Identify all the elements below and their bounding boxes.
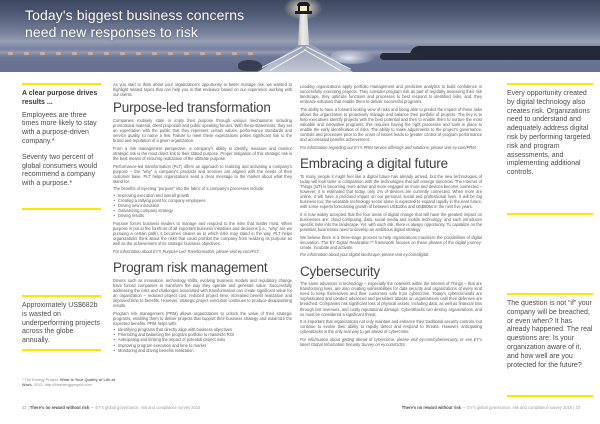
- report-subtitle: — EY's global governance, risk and compliance survey 2015 | 23: [460, 405, 580, 410]
- bullet-item: • Creating a rallying point for company employees: [113, 198, 292, 203]
- more-info-note: For information about EY's Purpose Led Transformation, please visit ey.com/PLT.: [113, 248, 260, 254]
- page-number: 22 |: [22, 405, 30, 410]
- callout-heading: A clear purpose drives results ...: [22, 90, 98, 106]
- body-paragraph: We believe there is a three-stage process to help organizations maximize the possibilities of digital innovation. The EY Digital Realization™ framework focuses on these phases of the digital journey: create, incubate and activate.: [300, 234, 482, 250]
- body-paragraph: It is now widely accepted that the four areas of digital change that will have the greatest impact on businesses are: cloud computing, data, social media and mobile technology, and each introduces specific risks into the landscape. Yet, with each risk, there is always opportunity. To capitalize on the potential, businesses need to develop an ambitious digital strategy.: [300, 211, 482, 233]
- bullet-item: • Galvanizing company strategy: [113, 208, 292, 213]
- text-column-left: [113, 82, 292, 355]
- lighthouse-cap: [297, 2, 310, 6]
- footnote: [22, 377, 120, 387]
- text-column-right: [300, 84, 482, 350]
- footer-right: [402, 405, 580, 410]
- body-paragraph: Drivers such as innovation, technology shifts, evolving business models and regulatory change have forced companies to transform the way they operate and generate value. Successfully addressing the risks and challenges associated with transformation can create significant value for an organization – reduced project cost, reduced project time, increased benefit realization and improved time to benefits. However, strategic project execution continues to produce disappointing results.: [113, 277, 292, 309]
- section-heading-program-risk-management: Program risk management: [113, 260, 268, 276]
- callout-paragraph: Every opportunity created by digital technology also creates risk. Organizations need to understand and adequately address digital risk by performing targeted risk and program assessments, and implementing additional controls.: [507, 90, 591, 177]
- report-title: There's no reward without risk: [401, 405, 461, 410]
- more-info-note: For information regarding our EY's PRM service offerings and solutions, please visit ey.com/PRM.: [300, 145, 477, 151]
- footnote-source-title: What Is Your Quality of Life at Work: [22, 377, 115, 387]
- page-title-line1: Today's biggest business concerns: [25, 7, 245, 23]
- header-photo: [0, 0, 600, 72]
- lighthouse-gallery: [295, 11, 312, 14]
- treeline-silhouette: [410, 46, 600, 60]
- bullet-item: • Anticipating and limiting the impact of potential project risks: [113, 337, 292, 342]
- report-subtitle: — EY's global governance, risk and compliance survey 2015: [89, 405, 201, 410]
- bullet-item: • Monitoring and driving benefits realization: [113, 348, 292, 353]
- body-paragraph: The benefits of injecting “purpose” into the fabric of a company's processes include:: [113, 186, 265, 192]
- body-paragraph: The ability to have a forward looking view of risks and being able to predict the impact of those risks allows the organization to proactively manage and balance their portfolio of projects. The key is to help executives identify projects with the best potential and then to enable them to nurture the most valuable and innovative programs; this requires having the right processes and tools in place to enable the early identification of risks. The ability to make adjustments to the project's governance, controls and processes prior to the onset of issues leads to greater control of program performance and accelerated benefits achievement.: [300, 106, 482, 143]
- body-paragraph: To many people it might feel like a digital future has already arrived, but the new technologies of today will look tame in comparison with the technologies that will emerge tomorrow. The Internet of Things (IoT) is becoming more active and more engaged as more and devices become connected – however, it is estimated that today, only 1% of devices are currently connected. When more are online, it will have a profound impact on our personal, social and professional lives. It will be big business too; the wearable technology sector alone is expected to expand rapidly in the near future, with some experts forecasting growth of between US$10bn and US$50bn in the next five years.: [300, 173, 482, 210]
- callout-breach-question: [507, 293, 593, 397]
- body-paragraph: Leading organizations apply portfolio management and predictive analytics to build confidence in successfully executing projects. They consider program risk as part of regularly assessing their risk landscape, they optimize functions and processes to best respond to identified risks, and, they embrace solutions that enable them to deliver successful programs.: [300, 84, 482, 105]
- intro-paragraph: As you start to think about your organization's opportunity to better manage risk, we wanted to highlight related topics that can help you in that endeavor based on our experience working with our clients.: [113, 82, 292, 98]
- bullet-item: • Improving program execution and time to market: [113, 343, 292, 348]
- callout-paragraph: Approximately US$682b is wasted on underperforming projects across the globe annually.: [22, 302, 100, 345]
- body-paragraph: From a risk management perspective, a company's ability to identify, measure and monitor strategic risk is the most direct link to their stated purpose. Proper mitigation of this strategic risk is the best means of ensuring realization of the ultimate purpose.: [113, 145, 292, 161]
- body-paragraph: The same advances in technology – especially the networks within the Internet of Things – that are transforming lives, are also creating vulnerabilities for data security and organizations of every kind need to keep themselves and their customers safe from cybercrime. Today's cybercriminals are sophisticated and conduct advanced and persistent attacks on organizations until their defenses are breached. Companies risk significant loss of physical assets, including data, as well as financial loss through lost revenues, and costly reputational damage. Cyberattacks can destroy organizations, and so must be considered a significant threat.: [300, 281, 482, 317]
- lighthouse-lantern: [298, 6, 309, 11]
- body-paragraph: Companies routinely state or imply their purpose through various mechanisms including promotional material, client proposals and public speaking forums. With these statements, they set an expectation with the public that they represent certain values, performance standards and service quality, to name a few. Failure to meet these expectations poses significant risk to the brand and reputation of a given organization.: [113, 117, 292, 144]
- section-heading-embracing-digital-future: Embracing a digital future: [300, 156, 448, 172]
- body-paragraph: Purpose forces business leaders to manage and respond to the risks that matter most. When purpose is put at the forefront of all important business initiatives and decisions (i.e., “why” are we pursuing a certain path), it becomes clearer as to which risks may stand in the way. PLT helps organizations think about the risks that could prohibit the company from realizing its purpose as well as the achievement of its strategic business objectives.: [113, 221, 292, 247]
- bullet-item: • Prioritizing and balancing the program portfolio to maximize ROI: [113, 332, 292, 337]
- bullet-item: • Driving new innovation: [113, 203, 292, 208]
- more-info-note: For information about getting ahead of cybercrime, please visit ey.com/cybersecurity, or see EY's latest Global Information Security Survey on ey.com/GISS.: [300, 336, 482, 348]
- lighthouse-graphic: [272, 0, 382, 72]
- horizon-lights: [4, 52, 254, 55]
- body-paragraph: It is important that organizations not only maintain and enhance their traditional security controls, but continue to evolve their ability to rapidly detect and respond to threats. However, anticipating cyberattacks is the only real way to get ahead of cybercrime.: [300, 319, 482, 335]
- prm-bullet-list: [113, 327, 292, 353]
- section-heading-cybersecurity: Cybersecurity: [300, 263, 380, 279]
- bullet-item: • Driving results: [113, 213, 292, 218]
- callout-paragraph: Employees are three times more likely to stay with a purpose-driven company.*: [22, 111, 97, 145]
- more-info-note: For information about your digital landscape, please visit ey.com/digital.: [300, 252, 430, 258]
- footnote-prefix: * The Energy Project:: [22, 377, 60, 382]
- page-title-line2: need new responses to risk: [25, 23, 199, 40]
- footnote-suffix: , 2013. http://theenergyproject.com: [31, 382, 92, 387]
- callout-paragraph: The question is not “if” your company will be breached, or even when? It has already happened. The real questions are: Is your organization aware of it, and how well are you protected for the future?: [507, 300, 593, 369]
- body-paragraph: Program risk management (PRM) allows organizations to unlock the value of their strategic programs, enabling them to deliver projects that support their business strategy and maximize the expected benefits. PRM helps with:: [113, 310, 292, 326]
- rocks: [238, 60, 262, 71]
- callout-digital-risk: [507, 83, 593, 215]
- report-title: There's no reward without risk: [29, 405, 90, 410]
- callout-paragraph: Seventy two percent of global consumers would recommend a company with a purpose.*: [22, 153, 98, 188]
- bullet-item: • Improving execution and overall growth: [113, 193, 292, 198]
- bullet-item: • Identifying programs that directly align with business objectives: [113, 327, 292, 332]
- section-heading-purpose-led-transformation: Purpose-led transformation: [113, 100, 271, 116]
- footer-left: [22, 405, 200, 410]
- benefits-bullet-list: [113, 193, 292, 219]
- body-paragraph: Performance-led transformation (PLT) offers an approach to realizing and activating a company's purpose – the “why” a company's products and services are aligned with the needs of their customer base. PLT helps organizations send a clear message to the market about what they stand for.: [113, 163, 292, 184]
- lighthouse-tower: [298, 14, 309, 45]
- callout-clear-purpose: [22, 83, 101, 210]
- wave-splash: [330, 49, 376, 64]
- callout-wasted-projects: [22, 295, 101, 351]
- page-title: [25, 7, 244, 40]
